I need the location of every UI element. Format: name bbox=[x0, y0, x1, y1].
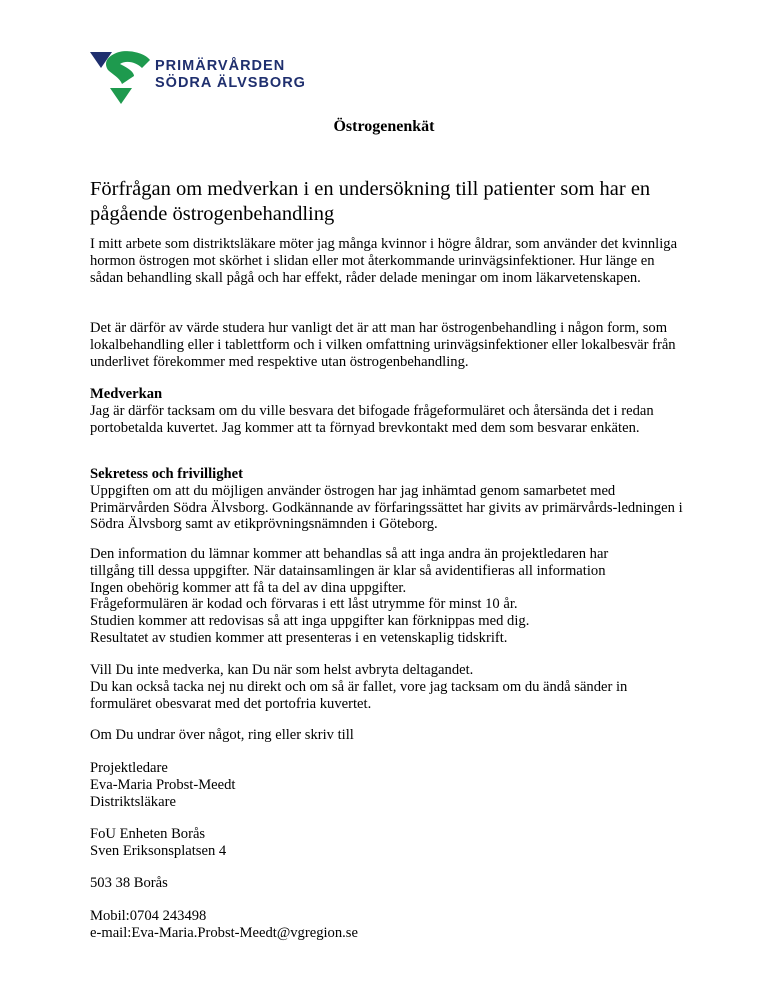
contact-email: e-mail:Eva-Maria.Probst-Meedt@vgregion.se bbox=[90, 924, 358, 941]
contact-address bbox=[90, 826, 690, 860]
withdraw-line-1: Vill Du inte medverka, kan Du när som helst avbryta deltagandet. bbox=[90, 662, 474, 678]
contact-postal-block bbox=[90, 875, 690, 892]
main-heading: Förfrågan om medverkan i en undersökning till patienter som har en pågående östrogenbehandling bbox=[90, 178, 651, 225]
paragraph-intro-text: I mitt arbete som distriktsläkare möter jag många kvinnor i högre åldrar, som använder det kvinnliga hormon östrogen mot skörhet i slidan eller mot återkommande urinvägsinfektioner. Hur länge en sådan behandling skall pågå och har effekt, råder delade meningar om inom läkarvetenskapen. bbox=[90, 236, 678, 286]
paragraph-intro bbox=[90, 236, 690, 286]
contact-mobile: Mobil:0704 243498 bbox=[90, 908, 207, 924]
primarvarden-logo bbox=[90, 50, 330, 110]
contact-street: Sven Eriksonsplatsen 4 bbox=[90, 842, 227, 859]
section-withdraw bbox=[90, 662, 690, 712]
paragraph-value-text: Det är därför av värde studera hur vanligt det är att man har östrogenbehandling i någon form, som lokalbehandling eller i tablettform och i vilken omfattning urinvägsinfektioner eller lokalbesvär från underlivet förekommer med respektive utan östrogenbehandling. bbox=[90, 320, 676, 370]
info-line: Ingen obehörig kommer att få ta del av dina uppgifter. bbox=[90, 579, 407, 596]
logo-mark-icon bbox=[90, 50, 154, 106]
logo-line-2: SÖDRA ÄLVSBORG bbox=[155, 75, 306, 91]
logo-line-1: PRIMÄRVÅRDEN bbox=[155, 58, 286, 74]
info-line: Frågeformulären är kodad och förvaras i ett låst utrymme för minst 10 år. bbox=[90, 596, 518, 613]
contact-role: Projektledare bbox=[90, 760, 168, 776]
questions-line bbox=[90, 727, 690, 744]
sekretess-text: Uppgiften om att du möjligen använder östrogen har jag inhämtad genom samarbetet med Primärvården Södra Älvsborg. Godkännande av förfaringssättet har givits av primärvårds-ledningen i Södra Älvsborg samt av etikprövningsnämnden i Göteborg. bbox=[90, 482, 683, 533]
contact-title: Distriktsläkare bbox=[90, 793, 176, 810]
sekretess-heading: Sekretess och frivillighet bbox=[90, 466, 243, 482]
contact-person bbox=[90, 760, 690, 810]
contact-details bbox=[90, 908, 690, 942]
medverkan-heading: Medverkan bbox=[90, 386, 163, 402]
info-line: Resultatet av studien kommer att presenteras i en vetenskaplig tidskrift. bbox=[90, 629, 508, 646]
paragraph-value bbox=[90, 320, 690, 370]
questions-text: Om Du undrar över något, ring eller skriv till bbox=[90, 727, 354, 743]
info-line: Den information du lämnar kommer att behandlas så att inga andra än projektledaren har bbox=[90, 546, 609, 562]
withdraw-line-2: Du kan också tacka nej nu direkt och om så är fallet, vore jag tacksam om du ändå sänder in formuläret obesvarat med det portofria kuvertet. bbox=[90, 678, 628, 712]
section-sekretess bbox=[90, 466, 690, 533]
medverkan-text: Jag är därför tacksam om du ville besvara det bifogade frågeformuläret och återsända det i redan portobetalda kuvertet. Jag kommer att ta förnyad brevkontakt med dem som besvarar enkäten. bbox=[90, 402, 654, 436]
section-medverkan bbox=[90, 386, 690, 436]
contact-name: Eva-Maria Probst-Meedt bbox=[90, 776, 236, 793]
section-information bbox=[90, 546, 690, 647]
info-line: Studien kommer att redovisas så att inga uppgifter kan förknippas med dig. bbox=[90, 613, 530, 630]
contact-org: FoU Enheten Borås bbox=[90, 826, 206, 842]
info-line: tillgång till dessa uppgifter. När datainsamlingen är klar så avidentifieras all information bbox=[90, 562, 606, 579]
document-title: Östrogenenkät bbox=[333, 118, 435, 135]
contact-postal: 503 38 Borås bbox=[90, 875, 168, 891]
